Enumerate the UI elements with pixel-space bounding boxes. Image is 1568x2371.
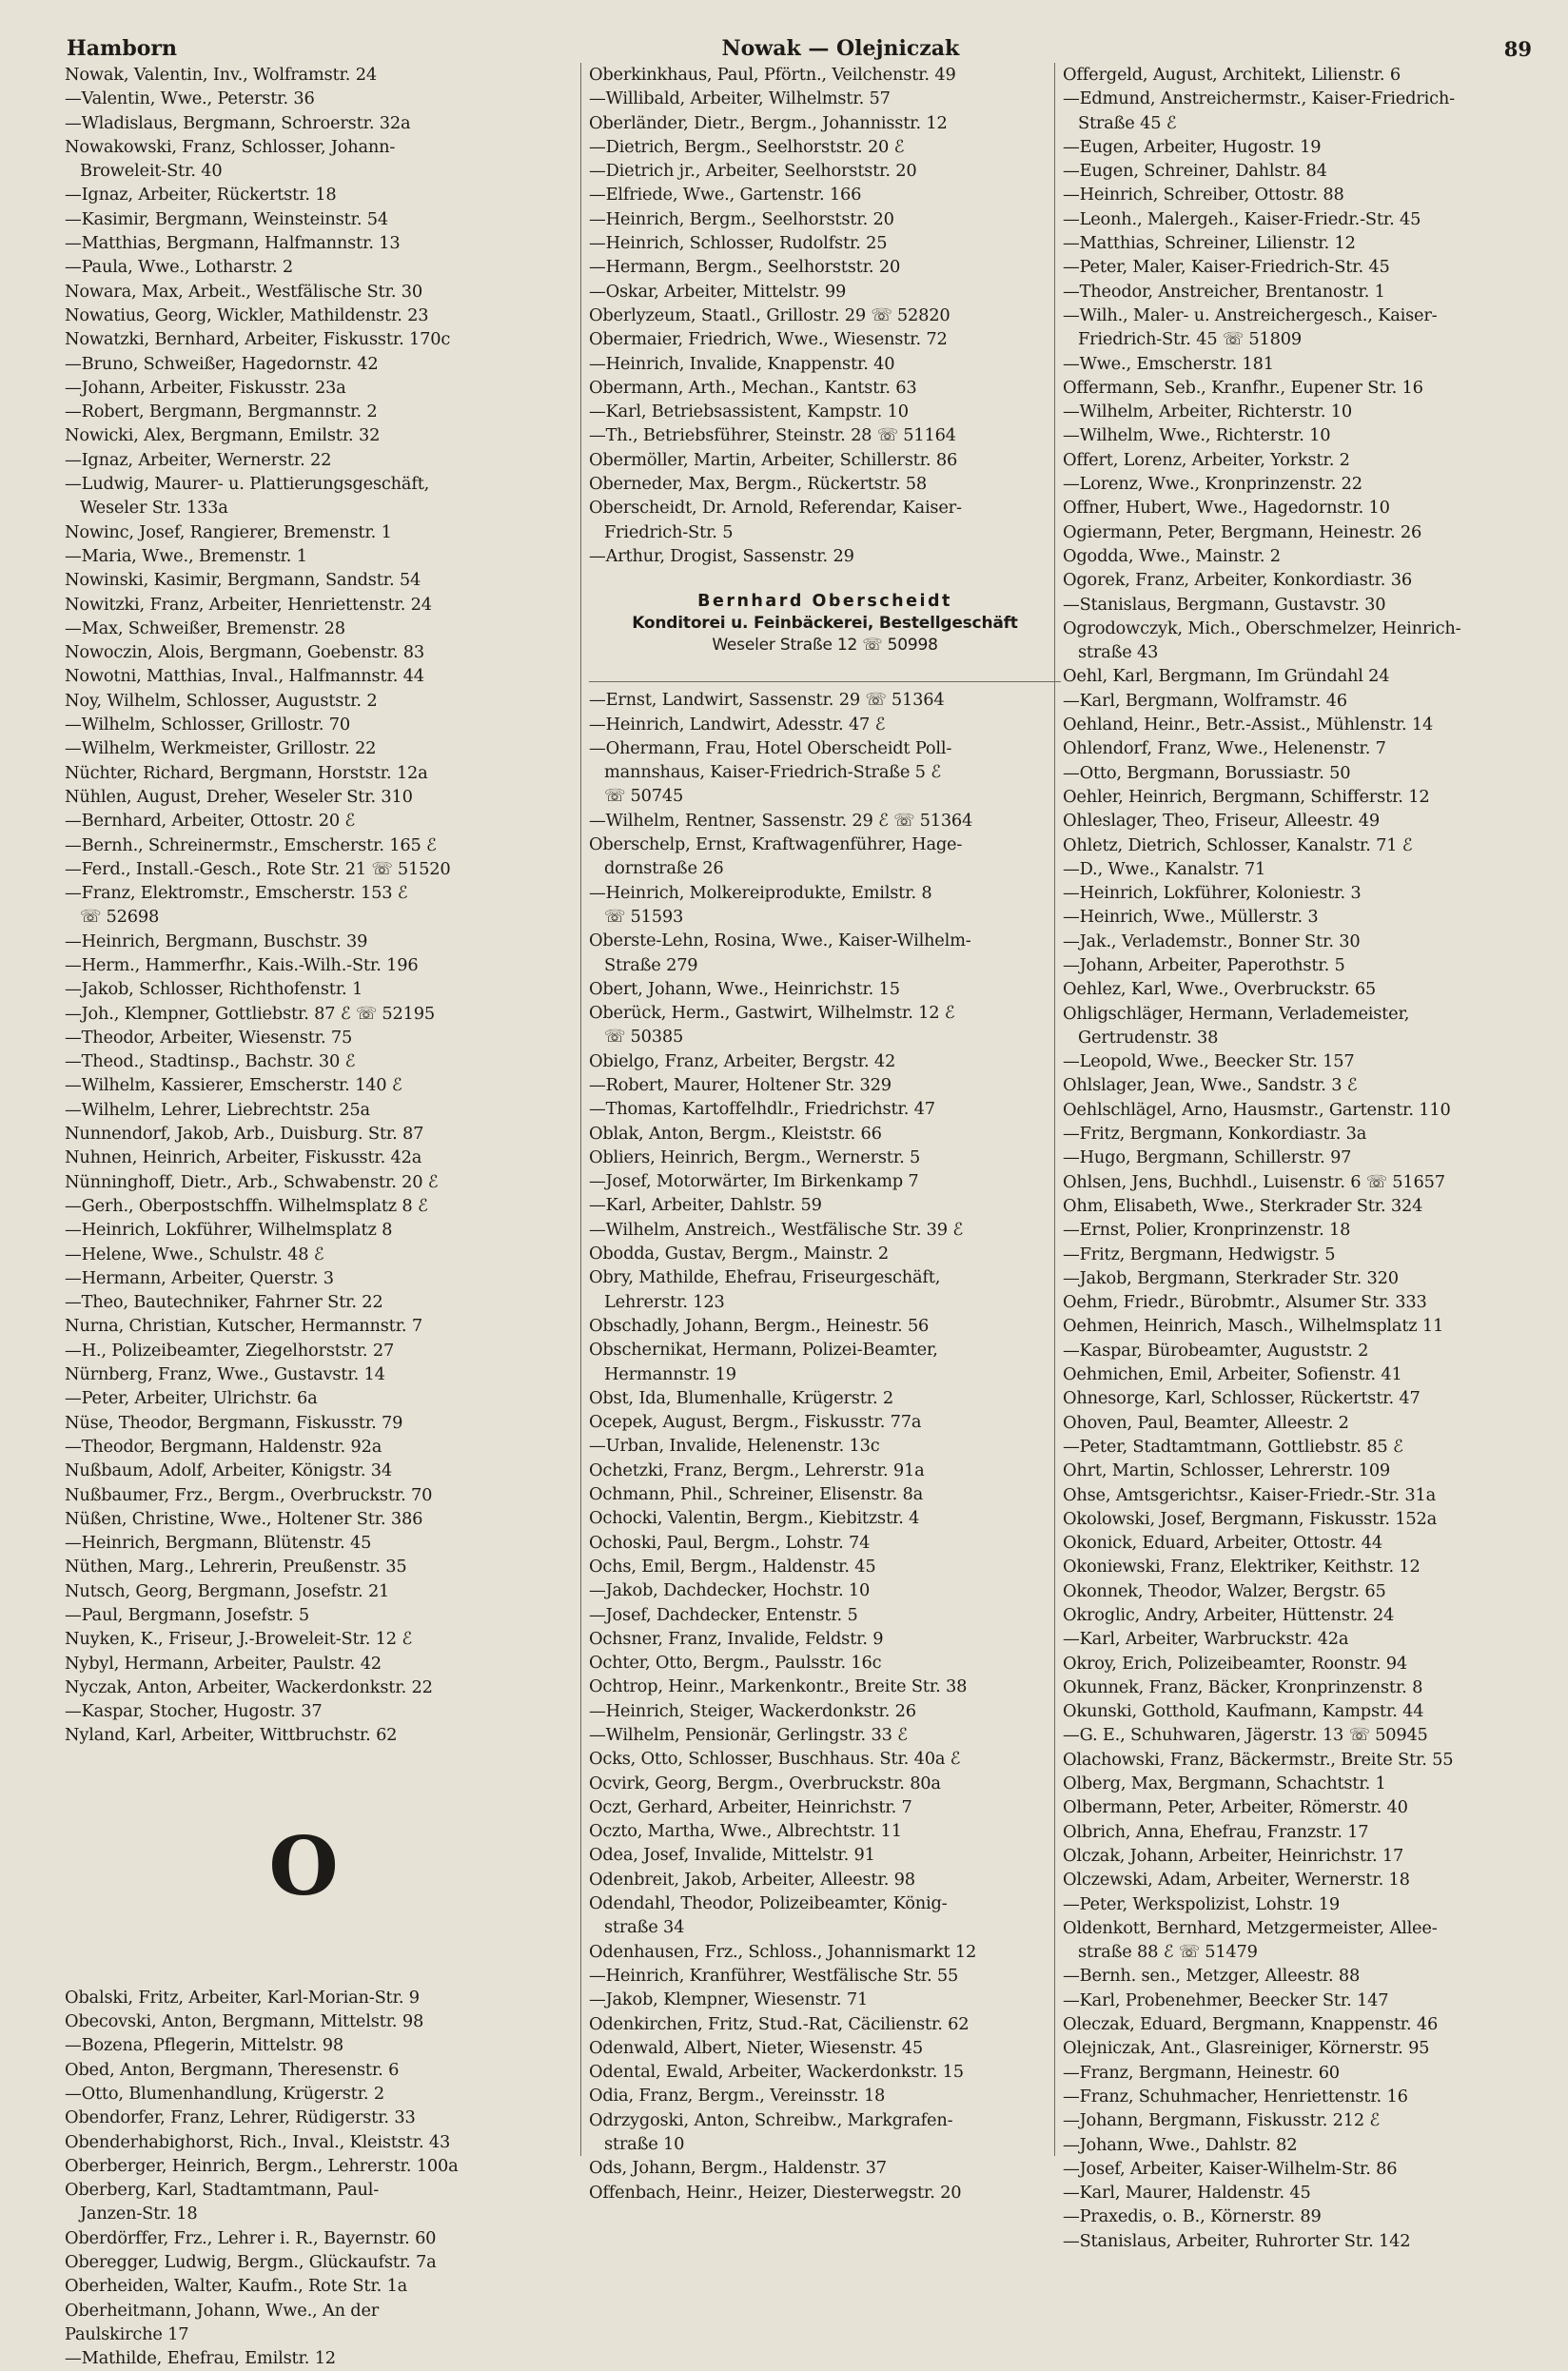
column-2-more-entries <box>589 688 1061 2204</box>
directory-entry: Nowatius, Georg, Wickler, Mathildenstr. 23 <box>65 304 429 325</box>
directory-entry: Oberschelp, Ernst, Kraftwagenführer, Hage- <box>589 834 963 855</box>
directory-entry: —Otto, Bergmann, Borussiastr. 50 <box>1063 762 1351 783</box>
directory-entry: —Praxedis, o. B., Körnerstr. 89 <box>1063 2206 1322 2227</box>
directory-entry: —Theodor, Anstreicher, Brentanostr. 1 <box>1063 281 1385 302</box>
directory-entry: —Heinrich, Lokführer, Koloniestr. 3 <box>1063 883 1362 904</box>
directory-entry: Oberberger, Heinrich, Bergm., Lehrerstr. 100a <box>65 2155 459 2176</box>
directory-entry: —Franz, Bergmann, Heinestr. 60 <box>1063 2062 1340 2083</box>
directory-entry: Olbrich, Anna, Ehefrau, Franzstr. 17 <box>1063 1821 1369 1842</box>
directory-entry: ☏ 50745 <box>604 786 684 807</box>
directory-entry: —Josef, Arbeiter, Kaiser-Wilhelm-Str. 86 <box>1063 2158 1398 2179</box>
directory-entry: Obielgo, Franz, Arbeiter, Bergstr. 42 <box>589 1050 896 1071</box>
header-city: Hamborn <box>67 36 177 61</box>
directory-entry: Obert, Johann, Wwe., Heinrichstr. 15 <box>589 978 900 999</box>
directory-entry: —Otto, Blumenhandlung, Krügerstr. 2 <box>65 2083 384 2104</box>
directory-entry: Obalski, Fritz, Arbeiter, Karl-Morian-Str. 9 <box>65 1987 420 2008</box>
directory-entry: Oleczak, Eduard, Bergmann, Knappenstr. 46 <box>1063 2014 1439 2035</box>
directory-entry: —Thomas, Kartoffelhdlr., Friedrichstr. 47 <box>589 1099 935 1120</box>
directory-entry: —Karl, Maurer, Haldenstr. 45 <box>1063 2183 1311 2204</box>
directory-entry: —Hermann, Arbeiter, Querstr. 3 <box>65 1267 334 1288</box>
directory-entry: Ohm, Elisabeth, Wwe., Sterkrader Str. 324 <box>1063 1195 1423 1216</box>
directory-entry: Hermannstr. 19 <box>604 1363 736 1384</box>
directory-entry: —Wilhelm, Schlosser, Grillostr. 70 <box>65 715 350 735</box>
directory-entry: —Theodor, Arbeiter, Wiesenstr. 75 <box>65 1027 353 1048</box>
directory-entry: Ochoski, Paul, Bergm., Lohstr. 74 <box>589 1532 871 1553</box>
directory-entry: —Josef, Motorwärter, Im Birkenkamp 7 <box>589 1171 919 1192</box>
directory-entry: —Dietrich jr., Arbeiter, Seelhorststr. 20 <box>589 161 917 182</box>
directory-entry: Oberkinkhaus, Paul, Pförtn., Veilchenstr. 49 <box>589 65 956 85</box>
directory-entry: Oberländer, Dietr., Bergm., Johannisstr. 12 <box>589 112 948 133</box>
directory-entry: —Leonh., Malergeh., Kaiser-Friedr.-Str. 45 <box>1063 208 1421 229</box>
directory-entry: —Bernh., Schreinermstr., Emscherstr. 165 ℰ <box>65 834 437 855</box>
directory-entry: —Johann, Wwe., Dahlstr. 82 <box>1063 2134 1298 2155</box>
directory-entry: Nurna, Christian, Kutscher, Hermannstr. 7 <box>65 1316 422 1337</box>
page-header <box>67 19 1532 61</box>
directory-entry: —Ernst, Landwirt, Sassenstr. 29 ☏ 51364 <box>589 690 945 711</box>
directory-entry: Nüchter, Richard, Bergmann, Horststr. 12a <box>65 762 428 783</box>
directory-entry: —Heinrich, Schlosser, Rudolfstr. 25 <box>589 233 888 254</box>
directory-entry: Ohse, Amtsgerichtsr., Kaiser-Friedr.-Str. 31a <box>1063 1484 1436 1505</box>
directory-entry: Nußbaum, Adolf, Arbeiter, Königstr. 34 <box>65 1460 392 1481</box>
directory-entry: Nowoczin, Alois, Bergmann, Goebenstr. 83 <box>65 642 424 663</box>
directory-entry: —Wilhelm, Kassierer, Emscherstr. 140 ℰ <box>65 1075 402 1096</box>
directory-entry: Okonnek, Theodor, Walzer, Bergstr. 65 <box>1063 1580 1386 1601</box>
directory-entry: Broweleit-Str. 40 <box>80 161 223 182</box>
directory-entry: Weseler Str. 133a <box>80 498 228 519</box>
directory-entry: —Heinrich, Landwirt, Adesstr. 47 ℰ <box>589 714 886 735</box>
directory-entry: —Wilh., Maler- u. Anstreichergesch., Kaiser- <box>1063 304 1438 325</box>
directory-entry: Odia, Franz, Bergm., Vereinsstr. 18 <box>589 2086 886 2106</box>
directory-entry: Ochs, Emil, Bergm., Haldenstr. 45 <box>589 1556 876 1577</box>
directory-entry: —Bozena, Pflegerin, Mittelstr. 98 <box>65 2035 343 2056</box>
directory-entry: —Ferd., Install.-Gesch., Rote Str. 21 ☏ 51520 <box>65 858 451 879</box>
directory-entry: —Elfriede, Wwe., Gartenstr. 166 <box>589 185 862 206</box>
directory-entry: —Dietrich, Bergm., Seelhorststr. 20 ℰ <box>589 136 905 157</box>
directory-entry: —Kasimir, Bergmann, Weinsteinstr. 54 <box>65 208 388 229</box>
directory-entry: —Kaspar, Bürobeamter, Auguststr. 2 <box>1063 1340 1369 1361</box>
directory-entry: Nüßen, Christine, Wwe., Holtener Str. 386 <box>65 1508 423 1529</box>
header-name-range: Nowak — Olejniczak <box>721 36 960 61</box>
directory-entry: Ogorek, Franz, Arbeiter, Konkordiastr. 36 <box>1063 570 1412 591</box>
directory-entry: Obodda, Gustav, Bergm., Mainstr. 2 <box>589 1244 889 1264</box>
section-letter: O <box>268 1819 339 1914</box>
directory-entry: —Johann, Arbeiter, Paperothstr. 5 <box>1063 954 1345 975</box>
directory-entry: —Wwe., Emscherstr. 181 <box>1063 353 1274 374</box>
directory-entry: straße 10 <box>604 2134 685 2155</box>
directory-entry: Oberscheidt, Dr. Arnold, Referendar, Kaiser- <box>589 498 962 519</box>
directory-entry: Ohlendorf, Franz, Wwe., Helenenstr. 7 <box>1063 738 1386 759</box>
directory-entry: —Karl, Arbeiter, Dahlstr. 59 <box>589 1195 822 1216</box>
directory-entry: —Heinrich, Bergmann, Buschstr. 39 <box>65 931 368 951</box>
directory-entry: —Bernh. sen., Metzger, Alleestr. 88 <box>1063 1966 1361 1987</box>
directory-entry: Oczto, Martha, Wwe., Albrechtstr. 11 <box>589 1821 902 1842</box>
directory-entry: Okunski, Gotthold, Kaufmann, Kampstr. 44 <box>1063 1701 1424 1722</box>
directory-entry: Obschernikat, Hermann, Polizei-Beamter, <box>589 1340 938 1361</box>
directory-entry: mannshaus, Kaiser-Friedrich-Straße 5 ℰ <box>604 762 941 783</box>
directory-entry: —Stanislaus, Arbeiter, Ruhrorter Str. 142 <box>1063 2230 1411 2251</box>
directory-entry: —Wilhelm, Werkmeister, Grillostr. 22 <box>65 738 377 759</box>
directory-entry: —Heinrich, Invalide, Knappenstr. 40 <box>589 353 895 374</box>
directory-entry: —Bernhard, Arbeiter, Ottostr. 20 ℰ <box>65 811 355 832</box>
directory-entry: Ochocki, Valentin, Bergm., Kiebitzstr. 4 <box>589 1508 920 1529</box>
directory-entry: Nowitzki, Franz, Arbeiter, Henriettenstr. 24 <box>65 594 432 615</box>
directory-entry: —Wladislaus, Bergmann, Schroerstr. 32a <box>65 112 411 133</box>
directory-entry: Olachowski, Franz, Bäckermstr., Breite Str. 55 <box>1063 1749 1454 1770</box>
directory-entry: —Helene, Wwe., Schulstr. 48 ℰ <box>65 1244 324 1264</box>
directory-entry: Nowakowski, Franz, Schlosser, Johann- <box>65 136 396 157</box>
directory-entry: Okunnek, Franz, Bäcker, Kronprinzenstr. 8 <box>1063 1676 1423 1697</box>
directory-entry: —Wilhelm, Lehrer, Liebrechtstr. 25a <box>65 1099 370 1120</box>
directory-entry: —Heinrich, Steiger, Wackerdonkstr. 26 <box>589 1700 916 1721</box>
directory-entry: —Jakob, Schlosser, Richthofenstr. 1 <box>65 979 363 1000</box>
directory-entry: —Matthias, Bergmann, Halfmannstr. 13 <box>65 233 401 254</box>
directory-entry: Oberegger, Ludwig, Bergm., Glückaufstr. 7a <box>65 2252 437 2273</box>
directory-entry: Straße 45 ℰ <box>1078 112 1177 133</box>
directory-entry: Nyland, Karl, Arbeiter, Wittbruchstr. 62 <box>65 1725 398 1746</box>
directory-entry: —Wilhelm, Arbeiter, Richterstr. 10 <box>1063 402 1352 422</box>
directory-entry: Okolowski, Josef, Bergmann, Fiskusstr. 152a <box>1063 1508 1437 1529</box>
directory-entry: —Jakob, Dachdecker, Hochstr. 10 <box>589 1580 871 1601</box>
directory-entry: Ochetzki, Franz, Bergm., Lehrerstr. 91a <box>589 1460 925 1480</box>
directory-entry: Obermöller, Martin, Arbeiter, Schillerstr. 86 <box>589 449 958 470</box>
directory-entry: —Ignaz, Arbeiter, Wernerstr. 22 <box>65 449 332 470</box>
directory-entry: —Gerh., Oberpostschffn. Wilhelmsplatz 8 ℰ <box>65 1195 428 1216</box>
directory-columns <box>65 63 1536 2369</box>
directory-entry: Ohlslager, Jean, Wwe., Sandstr. 3 ℰ <box>1063 1075 1358 1096</box>
directory-entry: —Ludwig, Maurer- u. Plattierungsgeschäft, <box>65 474 430 495</box>
directory-entry: Ogrodowczyk, Mich., Oberschmelzer, Heinrich- <box>1063 617 1461 638</box>
directory-entry: —Jakob, Bergmann, Sterkrader Str. 320 <box>1063 1267 1399 1288</box>
directory-entry: —G. E., Schuhwaren, Jägerstr. 13 ☏ 50945 <box>1063 1725 1428 1746</box>
directory-entry: —Mathilde, Ehefrau, Emilstr. 12 <box>65 2348 336 2369</box>
directory-entry: Nowatzki, Bernhard, Arbeiter, Fiskusstr. 170c <box>65 329 451 350</box>
directory-entry: Ogiermann, Peter, Bergmann, Heinestr. 26 <box>1063 521 1422 542</box>
directory-entry: Ocks, Otto, Schlosser, Buschhaus. Str. 40a ℰ <box>589 1749 961 1770</box>
directory-entry: —Eugen, Schreiner, Dahlstr. 84 <box>1063 161 1327 182</box>
directory-entry: Okonick, Eduard, Arbeiter, Ottostr. 44 <box>1063 1533 1383 1554</box>
directory-entry: Nuyken, K., Friseur, J.-Broweleit-Str. 12 ℰ <box>65 1629 412 1650</box>
directory-entry: —Karl, Bergmann, Wolframstr. 46 <box>1063 690 1347 711</box>
directory-entry: —Heinrich, Wwe., Müllerstr. 3 <box>1063 907 1319 928</box>
directory-entry: —Franz, Elektromstr., Emscherstr. 153 ℰ <box>65 883 408 904</box>
directory-entry: —Robert, Maurer, Holtener Str. 329 <box>589 1074 892 1095</box>
directory-entry: —Max, Schweißer, Bremenstr. 28 <box>65 617 345 638</box>
directory-entry: —H., Polizeibeamter, Ziegelhorststr. 27 <box>65 1340 395 1361</box>
directory-entry: —Heinrich, Kranführer, Westfälische Str. 55 <box>589 1965 959 1986</box>
directory-entry: Oberück, Herm., Gastwirt, Wilhelmstr. 12 ℰ <box>589 1003 955 1024</box>
directory-entry: —Johann, Bergmann, Fiskusstr. 212 ℰ <box>1063 2110 1380 2131</box>
directory-entry: Nowinc, Josef, Rangierer, Bremenstr. 1 <box>65 521 392 542</box>
directory-entry: Ochsner, Franz, Invalide, Feldstr. 9 <box>589 1628 884 1649</box>
directory-entry: Ohletz, Dietrich, Schlosser, Kanalstr. 71 ℰ <box>1063 834 1413 855</box>
directory-entry: —Heinrich, Bergmann, Blütenstr. 45 <box>65 1533 372 1554</box>
directory-entry: —Peter, Maler, Kaiser-Friedrich-Str. 45 <box>1063 257 1390 278</box>
directory-entry: —Heinrich, Lokführer, Wilhelmsplatz 8 <box>65 1220 393 1241</box>
directory-entry: Straße 279 <box>604 954 698 975</box>
directory-entry: Obschadly, Johann, Bergm., Heinestr. 56 <box>589 1315 930 1336</box>
directory-entry: Oblak, Anton, Bergm., Kleiststr. 66 <box>589 1123 882 1144</box>
directory-entry: Ohoven, Paul, Beamter, Alleestr. 2 <box>1063 1412 1349 1433</box>
directory-entry: Ocvirk, Georg, Bergm., Overbruckstr. 80a <box>589 1773 941 1793</box>
directory-entry: Oehlez, Karl, Wwe., Overbruckstr. 65 <box>1063 979 1377 1000</box>
directory-entry: Oehmen, Heinrich, Masch., Wilhelmsplatz 11 <box>1063 1316 1444 1337</box>
directory-entry: Offergeld, August, Architekt, Lilienstr. 6 <box>1063 65 1401 85</box>
directory-entry: Nybyl, Hermann, Arbeiter, Paulstr. 42 <box>65 1653 382 1674</box>
directory-entry: —Jak., Verlademstr., Bonner Str. 30 <box>1063 931 1361 951</box>
directory-entry: Janzen-Str. 18 <box>80 2204 198 2224</box>
directory-entry: Obst, Ida, Blumenhalle, Krügerstr. 2 <box>589 1387 894 1408</box>
directory-entry: Ochtrop, Heinr., Markenkontr., Breite Str. 38 <box>589 1676 968 1697</box>
ad-address: Weseler Straße 12 ☏ 50998 <box>712 636 938 656</box>
directory-entry: —Johann, Arbeiter, Fiskusstr. 23a <box>65 377 346 398</box>
directory-entry: Obendorfer, Franz, Lehrer, Rüdigerstr. 33 <box>65 2107 416 2128</box>
directory-entry: Obliers, Heinrich, Bergm., Wernerstr. 5 <box>589 1146 921 1167</box>
directory-entry: Obry, Mathilde, Ehefrau, Friseurgeschäft, <box>589 1267 941 1288</box>
ad-firm-name: Bernhard Oberscheidt <box>697 592 952 612</box>
directory-entry: —Peter, Arbeiter, Ulrichstr. 6a <box>65 1388 318 1409</box>
directory-entry: —Theo, Bautechniker, Fahrner Str. 22 <box>65 1292 383 1313</box>
directory-entry: —Wilhelm, Pensionär, Gerlingstr. 33 ℰ <box>589 1725 908 1745</box>
directory-entry: Oberneder, Max, Bergm., Rückertstr. 58 <box>589 474 928 495</box>
directory-entry: Friedrich-Str. 45 ☏ 51809 <box>1078 329 1302 350</box>
directory-entry: Oberheitmann, Johann, Wwe., An der <box>65 2300 380 2321</box>
directory-entry: Nyczak, Anton, Arbeiter, Wackerdonkstr. 22 <box>65 1676 433 1697</box>
directory-entry: Olczak, Johann, Arbeiter, Heinrichstr. 17 <box>1063 1845 1404 1866</box>
directory-entry: Ogodda, Wwe., Mainstr. 2 <box>1063 545 1281 566</box>
directory-entry: Nüse, Theodor, Bergmann, Fiskusstr. 79 <box>65 1412 403 1433</box>
directory-entry: —Fritz, Bergmann, Hedwigstr. 5 <box>1063 1244 1336 1264</box>
directory-entry: Ocepek, August, Bergm., Fiskusstr. 77a <box>589 1412 922 1433</box>
directory-entry: Nünninghoff, Dietr., Arb., Schwabenstr. 20 ℰ <box>65 1171 439 1192</box>
directory-entry: —Ignaz, Arbeiter, Rückertstr. 18 <box>65 185 337 206</box>
directory-entry: —Ernst, Polier, Kronprinzenstr. 18 <box>1063 1220 1351 1241</box>
directory-entry: Nuhnen, Heinrich, Arbeiter, Fiskusstr. 42a <box>65 1147 422 1168</box>
column-1 <box>65 63 542 2369</box>
directory-entry: dornstraße 26 <box>604 858 724 879</box>
ad-divider <box>589 681 1061 682</box>
directory-entry: Odea, Josef, Invalide, Mittelstr. 91 <box>589 1845 875 1866</box>
directory-entry: —Bruno, Schweißer, Hagedornstr. 42 <box>65 353 379 374</box>
directory-entry: Nowotni, Matthias, Inval., Halfmannstr. 44 <box>65 666 424 687</box>
directory-entry: —Theod., Stadtinsp., Bachstr. 30 ℰ <box>65 1051 356 1072</box>
directory-entry: Oehler, Heinrich, Bergmann, Schifferstr. 12 <box>1063 786 1430 807</box>
directory-entry: Odenbreit, Jakob, Arbeiter, Alleestr. 98 <box>589 1869 915 1890</box>
directory-entry: Olejniczak, Ant., Glasreiniger, Körnerstr. 95 <box>1063 2038 1430 2059</box>
directory-entry: Oberste-Lehn, Rosina, Wwe., Kaiser-Wilhelm- <box>589 931 971 951</box>
directory-entry: Odendahl, Theodor, Polizeibeamter, König- <box>589 1893 948 1914</box>
directory-entry: Nunnendorf, Jakob, Arb., Duisburg. Str. 87 <box>65 1124 424 1145</box>
directory-entry: straße 43 <box>1078 642 1159 663</box>
directory-entry: —Ohermann, Frau, Hotel Oberscheidt Poll- <box>589 737 952 758</box>
directory-entry: Nowinski, Kasimir, Bergmann, Sandstr. 54 <box>65 570 421 591</box>
directory-entry: —Joh., Klempner, Gottliebstr. 87 ℰ ☏ 52195 <box>65 1003 435 1024</box>
directory-entry: —Kaspar, Stocher, Hugostr. 37 <box>65 1701 323 1722</box>
directory-entry: —Stanislaus, Bergmann, Gustavstr. 30 <box>1063 594 1386 615</box>
column-1-o-entries <box>65 1986 542 2371</box>
directory-entry: Ohleslager, Theo, Friseur, Alleestr. 49 <box>1063 811 1380 832</box>
directory-entry: Paulskirche 17 <box>65 2323 189 2344</box>
directory-entry: Odental, Ewald, Arbeiter, Wackerdonkstr. 15 <box>589 2062 964 2083</box>
directory-entry: Ohlsen, Jens, Buchhdl., Luisenstr. 6 ☏ 51657 <box>1063 1171 1445 1192</box>
directory-entry: Obenderhabighorst, Rich., Inval., Kleiststr. 43 <box>65 2131 451 2152</box>
directory-entry: —Karl, Arbeiter, Warbruckstr. 42a <box>1063 1629 1349 1650</box>
directory-entry: —Karl, Betriebsassistent, Kampstr. 10 <box>589 402 909 422</box>
directory-entry: Oczt, Gerhard, Arbeiter, Heinrichstr. 7 <box>589 1796 912 1817</box>
directory-entry: ☏ 50385 <box>604 1027 684 1048</box>
directory-entry: —Heinrich, Schreiber, Ottostr. 88 <box>1063 185 1344 206</box>
directory-entry: Friedrich-Str. 5 <box>604 521 734 542</box>
column-3-entries <box>1063 63 1537 2253</box>
directory-entry: —Heinrich, Molkereiprodukte, Emilstr. 8 <box>589 882 932 903</box>
directory-entry: Oehl, Karl, Bergmann, Im Gründahl 24 <box>1063 666 1390 687</box>
directory-entry: Olbermann, Peter, Arbeiter, Römerstr. 40 <box>1063 1797 1408 1818</box>
directory-entry: —Oskar, Arbeiter, Mittelstr. 99 <box>589 281 847 302</box>
directory-entry: Olberg, Max, Bergmann, Schachtstr. 1 <box>1063 1773 1386 1794</box>
directory-entry: —Wilhelm, Rentner, Sassenstr. 29 ℰ ☏ 51364 <box>589 810 973 831</box>
directory-entry: Ochter, Otto, Bergm., Paulsstr. 16c <box>589 1653 882 1674</box>
directory-entry: Olczewski, Adam, Arbeiter, Wernerstr. 18 <box>1063 1870 1410 1891</box>
ad-trade: Konditorei u. Feinbäckerei, Bestellgeschäft <box>632 614 1018 634</box>
directory-entry: —Fritz, Bergmann, Konkordiastr. 3a <box>1063 1124 1367 1145</box>
directory-entry: Nutsch, Georg, Bergmann, Josefstr. 21 <box>65 1580 390 1601</box>
directory-entry: straße 88 ℰ ☏ 51479 <box>1078 1942 1258 1963</box>
directory-entry: Okroglic, Andry, Arbeiter, Hüttenstr. 24 <box>1063 1605 1395 1625</box>
directory-entry: —Eugen, Arbeiter, Hugostr. 19 <box>1063 136 1322 157</box>
directory-entry: Oberheiden, Walter, Kaufm., Rote Str. 1a <box>65 2276 408 2297</box>
directory-entry: —Edmund, Anstreichermstr., Kaiser-Friedrich- <box>1063 88 1455 109</box>
directory-entry: Offermann, Seb., Kranfhr., Eupener Str. 16 <box>1063 377 1423 398</box>
directory-entry: —D., Wwe., Kanalstr. 71 <box>1063 858 1266 879</box>
directory-entry: Oberdörffer, Frz., Lehrer i. R., Bayernstr. 60 <box>65 2227 437 2248</box>
directory-entry: —Maria, Wwe., Bremenstr. 1 <box>65 545 307 566</box>
directory-entry: —Arthur, Drogist, Sassenstr. 29 <box>589 545 854 566</box>
directory-entry: —Peter, Werkspolizist, Lohstr. 19 <box>1063 1893 1340 1914</box>
advertisement <box>589 568 1061 674</box>
directory-entry: —Paul, Bergmann, Josefstr. 5 <box>65 1605 310 1625</box>
directory-entry: Oberberg, Karl, Stadtamtmann, Paul- <box>65 2180 380 2201</box>
directory-entry: Nürnberg, Franz, Wwe., Gustavstr. 14 <box>65 1364 385 1385</box>
column-1-entries <box>65 63 542 1748</box>
header-page-number: 89 <box>1503 37 1532 61</box>
directory-entry: —Willibald, Arbeiter, Wilhelmstr. 57 <box>589 88 891 109</box>
directory-entry: —Franz, Schuhmacher, Henriettenstr. 16 <box>1063 2086 1408 2106</box>
directory-entry: —Matthias, Schreiner, Lilienstr. 12 <box>1063 233 1356 254</box>
column-2 <box>580 63 1061 2203</box>
column-2-entries <box>589 63 1061 568</box>
directory-entry: ☏ 52698 <box>80 907 160 928</box>
directory-entry: Oberlyzeum, Staatl., Grillostr. 29 ☏ 52820 <box>589 304 951 325</box>
directory-entry: Odenhausen, Frz., Schloss., Johannismarkt 12 <box>589 1941 977 1962</box>
directory-entry: —Urban, Invalide, Helenenstr. 13c <box>589 1436 880 1457</box>
directory-entry: Odenkirchen, Fritz, Stud.-Rat, Cäcilienstr. 62 <box>589 2013 970 2034</box>
directory-entry: Nowak, Valentin, Inv., Wolframstr. 24 <box>65 65 377 85</box>
directory-entry: —Robert, Bergmann, Bergmannstr. 2 <box>65 402 378 422</box>
directory-entry: Ohligschläger, Hermann, Verlademeister, <box>1063 1003 1410 1024</box>
directory-entry: Lehrerstr. 123 <box>604 1291 725 1312</box>
directory-entry: Okroy, Erich, Polizeibeamter, Roonstr. 94 <box>1063 1653 1408 1674</box>
directory-entry: Ohnesorge, Karl, Schlosser, Rückertstr. 47 <box>1063 1388 1421 1409</box>
directory-entry: Obed, Anton, Bergmann, Theresenstr. 6 <box>65 2059 400 2080</box>
directory-entry: Nüthen, Marg., Lehrerin, Preußenstr. 35 <box>65 1557 407 1577</box>
directory-entry: —Wilhelm, Anstreich., Westfälische Str. 39 ℰ <box>589 1219 963 1240</box>
directory-entry: Offenbach, Heinr., Heizer, Diesterwegstr. 20 <box>589 2182 962 2203</box>
directory-entry: Nowicki, Alex, Bergmann, Emilstr. 32 <box>65 425 381 446</box>
directory-entry: Okoniewski, Franz, Elektriker, Keithstr. 12 <box>1063 1557 1421 1577</box>
directory-entry: Nußbaumer, Frz., Bergm., Overbruckstr. 70 <box>65 1484 433 1505</box>
directory-entry: straße 34 <box>604 1917 685 1938</box>
directory-entry: —Heinrich, Bergm., Seelhorststr. 20 <box>589 208 894 229</box>
directory-entry: —Paula, Wwe., Lotharstr. 2 <box>65 257 294 278</box>
directory-entry: Odenwald, Albert, Nieter, Wiesenstr. 45 <box>589 2037 924 2058</box>
directory-entry: Gertrudenstr. 38 <box>1078 1027 1219 1048</box>
directory-entry: Nowara, Max, Arbeit., Westfälische Str. 30 <box>65 281 422 302</box>
directory-entry: —Hugo, Bergmann, Schillerstr. 97 <box>1063 1147 1352 1168</box>
directory-entry: Oehm, Friedr., Bürobmtr., Alsumer Str. 333 <box>1063 1292 1427 1313</box>
directory-entry: —Th., Betriebsführer, Steinstr. 28 ☏ 51164 <box>589 425 956 446</box>
directory-entry: Obecovski, Anton, Bergmann, Mittelstr. 98 <box>65 2011 424 2032</box>
directory-entry: —Hermann, Bergm., Seelhorststr. 20 <box>589 257 901 278</box>
directory-entry: —Valentin, Wwe., Peterstr. 36 <box>65 88 315 109</box>
directory-entry: Offner, Hubert, Wwe., Hagedornstr. 10 <box>1063 498 1390 519</box>
directory-entry: —Jakob, Klempner, Wiesenstr. 71 <box>589 1989 869 2010</box>
directory-entry: ☏ 51593 <box>604 906 684 927</box>
directory-entry: —Theodor, Bergmann, Haldenstr. 92a <box>65 1436 382 1457</box>
directory-entry: —Karl, Probenehmer, Beecker Str. 147 <box>1063 1989 1389 2010</box>
directory-entry: Ods, Johann, Bergm., Haldenstr. 37 <box>589 2158 887 2179</box>
directory-entry: Oehlschlägel, Arno, Hausmstr., Gartenstr. 110 <box>1063 1099 1451 1120</box>
directory-entry: Obermaier, Friedrich, Wwe., Wiesenstr. 72 <box>589 329 948 350</box>
directory-entry: Ochmann, Phil., Schreiner, Elisenstr. 8a <box>589 1484 924 1505</box>
directory-entry: Offert, Lorenz, Arbeiter, Yorkstr. 2 <box>1063 449 1350 470</box>
directory-entry: —Herm., Hammerfhr., Kais.-Wilh.-Str. 196 <box>65 954 419 975</box>
directory-entry: Oldenkott, Bernhard, Metzgermeister, Allee- <box>1063 1917 1438 1938</box>
column-3 <box>1054 63 1537 2251</box>
directory-entry: Oehland, Heinr., Betr.-Assist., Mühlenstr. 14 <box>1063 715 1434 735</box>
directory-entry: —Lorenz, Wwe., Kronprinzenstr. 22 <box>1063 474 1362 495</box>
directory-entry: —Wilhelm, Wwe., Richterstr. 10 <box>1063 425 1331 446</box>
directory-entry: Oehmichen, Emil, Arbeiter, Sofienstr. 41 <box>1063 1364 1402 1385</box>
directory-entry: Noy, Wilhelm, Schlosser, Auguststr. 2 <box>65 690 378 711</box>
directory-entry: —Leopold, Wwe., Beecker Str. 157 <box>1063 1051 1355 1072</box>
directory-entry: Ohrt, Martin, Schlosser, Lehrerstr. 109 <box>1063 1460 1391 1481</box>
directory-entry: Obermann, Arth., Mechan., Kantstr. 63 <box>589 377 917 398</box>
directory-entry: —Josef, Dachdecker, Entenstr. 5 <box>589 1604 858 1625</box>
directory-entry: Nühlen, August, Dreher, Weseler Str. 310 <box>65 786 413 807</box>
directory-entry: —Peter, Stadtamtmann, Gottliebstr. 85 ℰ <box>1063 1436 1403 1457</box>
directory-entry: Odrzygoski, Anton, Schreibw., Markgrafen- <box>589 2109 953 2130</box>
